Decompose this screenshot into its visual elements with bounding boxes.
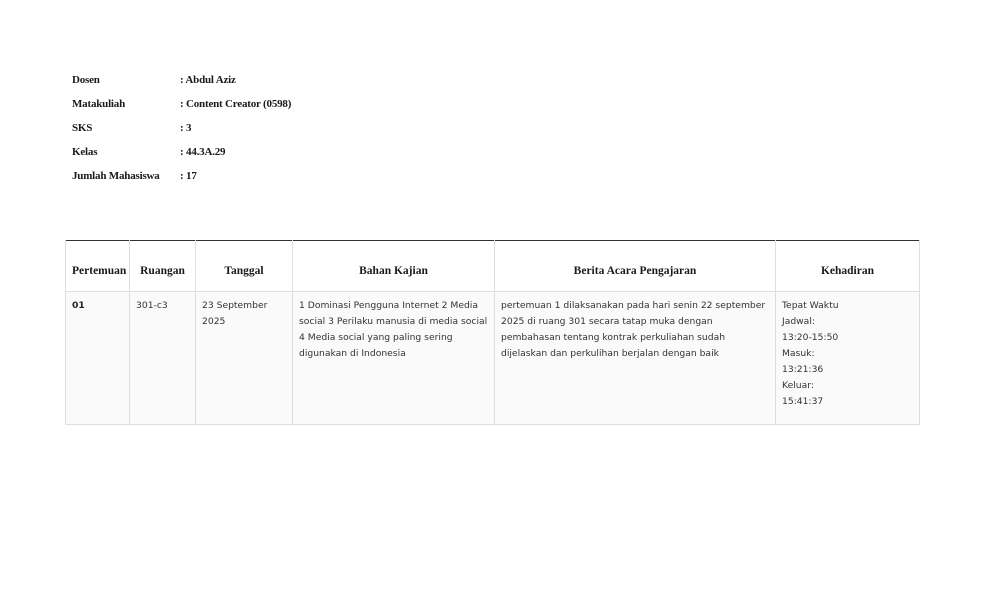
cell-berita-acara: pertemuan 1 dilaksanakan pada hari senin 22 september 2025 di ruang 301 secara tatap muka dengan pembahasan tentang kontrak perkuliahan sudah dijelaskan dan perkulihan berjalan dengan baik: [495, 292, 776, 425]
header-berita-acara: Berita Acara Pengajaran: [495, 241, 776, 292]
info-label: SKS: [72, 122, 93, 134]
attendance-checkin: 13:21:36: [782, 364, 824, 375]
info-label: Jumlah Mahasiswa: [72, 170, 160, 182]
cell-bahan-kajian: 1 Dominasi Pengguna Internet 2 Media social 3 Perilaku manusia di media social 4 Media social yang paling sering digunakan di Indonesia: [293, 292, 495, 425]
info-row-dosen: [72, 68, 291, 92]
info-label: Dosen: [72, 74, 100, 86]
attendance-schedule: 13:20-15:50: [782, 332, 839, 343]
info-value: : Content Creator (0598): [180, 98, 292, 110]
info-value: : Abdul Aziz: [180, 74, 236, 86]
table-row: [66, 292, 920, 425]
info-value: : 44.3A.29: [180, 146, 226, 158]
info-value: : 3: [180, 122, 192, 134]
cell-tanggal: 23 September 2025: [196, 292, 293, 425]
course-info: [72, 68, 291, 188]
cell-kehadiran: [776, 292, 920, 425]
header-tanggal: Tanggal: [196, 241, 293, 292]
info-row-sks: [72, 116, 291, 140]
info-row-jumlah-mahasiswa: [72, 164, 291, 188]
cell-ruangan: 301-c3: [130, 292, 196, 425]
info-value: : 17: [180, 170, 197, 182]
teaching-log-table-container: [65, 240, 919, 425]
attendance-checkout-label: Keluar:: [782, 380, 814, 391]
header-pertemuan: Pertemuan: [66, 241, 130, 292]
table-header-row: [66, 241, 920, 292]
attendance-schedule-label: Jadwal:: [782, 316, 815, 327]
info-label: Kelas: [72, 146, 98, 158]
attendance-status: Tepat Waktu: [782, 300, 839, 311]
header-ruangan: Ruangan: [130, 241, 196, 292]
info-row-kelas: [72, 140, 291, 164]
cell-pertemuan: 01: [66, 292, 130, 425]
header-bahan-kajian: Bahan Kajian: [293, 241, 495, 292]
info-row-matakuliah: [72, 92, 291, 116]
info-label: Matakuliah: [72, 98, 126, 110]
attendance-checkin-label: Masuk:: [782, 348, 815, 359]
teaching-log-table: [65, 240, 920, 425]
header-kehadiran: Kehadiran: [776, 241, 920, 292]
attendance-checkout: 15:41:37: [782, 396, 824, 407]
